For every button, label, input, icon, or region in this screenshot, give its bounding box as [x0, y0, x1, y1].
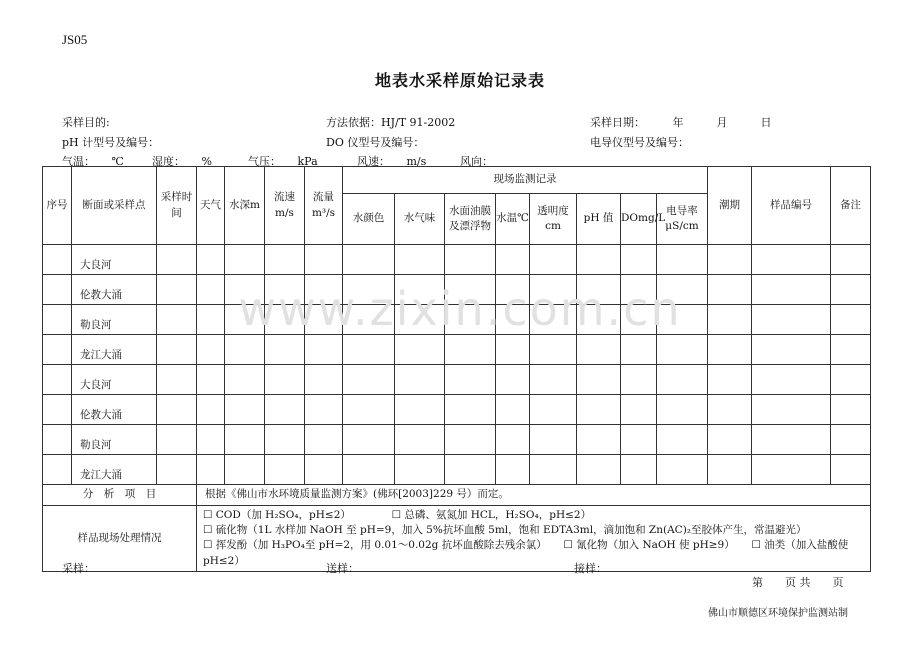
watermark: www.zixin.com.cn	[238, 282, 682, 336]
header-time: 采样时间	[157, 167, 197, 245]
header-transparency: 透明度cm	[530, 194, 577, 245]
table-cell[interactable]	[577, 365, 621, 395]
header-velocity: 流速m/s	[265, 167, 305, 245]
table-cell[interactable]	[305, 455, 343, 485]
site-name: 伦教大涌	[72, 275, 157, 305]
header-do: DOmg/L	[621, 194, 657, 245]
header-tide: 潮期	[708, 167, 752, 245]
table-cell[interactable]	[752, 335, 831, 365]
table-cell[interactable]	[496, 245, 530, 275]
table-cell[interactable]	[43, 395, 72, 425]
table-cell[interactable]	[831, 335, 871, 365]
table-cell[interactable]	[708, 365, 752, 395]
table-cell[interactable]	[496, 455, 530, 485]
site-name: 勒良河	[72, 305, 157, 335]
table-cell[interactable]	[343, 425, 395, 455]
checkbox-icon[interactable]: ☐	[563, 539, 573, 552]
method-basis: 方法依据：HJ/T 91-2002	[326, 116, 456, 129]
table-row	[43, 335, 871, 365]
treatment-line-2	[203, 523, 864, 538]
table-cell[interactable]	[530, 245, 577, 275]
table-cell[interactable]	[621, 365, 657, 395]
checkbox-icon[interactable]: ☐	[203, 539, 213, 552]
treatment-label: 样品现场处理情况	[43, 506, 197, 572]
table-cell[interactable]	[831, 365, 871, 395]
header-oil: 水面油膜及漂浮物	[445, 194, 496, 245]
table-cell[interactable]	[530, 335, 577, 365]
footer-org: 佛山市顺德区环境保护监测站制	[708, 608, 848, 619]
table-cell[interactable]	[445, 335, 496, 365]
treatment-cod: COD（加 H₂SO₄，pH≤2）	[215, 509, 351, 521]
signature-receiver: 接样：	[574, 562, 607, 575]
table-cell[interactable]	[197, 335, 225, 365]
checkbox-icon[interactable]: ☐	[391, 509, 402, 521]
table-cell[interactable]	[265, 425, 305, 455]
table-cell[interactable]	[225, 425, 265, 455]
air-pressure: 气压： kPa	[248, 155, 318, 168]
table-cell[interactable]	[445, 455, 496, 485]
table-cell[interactable]	[657, 425, 708, 455]
table-cell[interactable]	[157, 335, 197, 365]
document-code: JS05	[62, 32, 88, 47]
treatment-line-3	[203, 538, 864, 568]
page-number: 第 页 共 页	[752, 576, 844, 589]
table-cell[interactable]	[621, 455, 657, 485]
header-depth: 水深m	[225, 167, 265, 245]
table-cell[interactable]	[305, 425, 343, 455]
table-cell[interactable]	[197, 455, 225, 485]
header-section: 断面或采样点	[72, 167, 157, 245]
table-cell[interactable]	[43, 425, 72, 455]
table-cell[interactable]	[305, 335, 343, 365]
table-cell[interactable]	[305, 245, 343, 275]
table-cell[interactable]	[225, 395, 265, 425]
table-cell[interactable]	[708, 395, 752, 425]
table-cell[interactable]	[343, 335, 395, 365]
table-row	[43, 425, 871, 455]
table-cell[interactable]	[43, 365, 72, 395]
table-cell[interactable]	[577, 455, 621, 485]
table-cell[interactable]	[496, 335, 530, 365]
table-cell[interactable]	[752, 425, 831, 455]
treatment-sulfide: 硫化物（1L 水样加 NaOH 至 pH=9，加入 5%抗坏血酸 5ml，饱和 EDTA3ml，滴加饱和 Zn(AC)₂至胶体产生，常温避光）	[215, 524, 807, 537]
header-remarks: 备注	[831, 167, 871, 245]
table-cell[interactable]	[343, 365, 395, 395]
site-name: 伦教大涌	[72, 395, 157, 425]
table-cell[interactable]	[496, 395, 530, 425]
table-cell[interactable]	[657, 455, 708, 485]
header-conductivity: 电导率μS/cm	[657, 194, 708, 245]
checkbox-icon[interactable]: ☐	[203, 524, 213, 537]
table-cell[interactable]	[43, 455, 72, 485]
table-cell[interactable]	[621, 245, 657, 275]
table-cell[interactable]	[657, 245, 708, 275]
table-cell[interactable]	[343, 455, 395, 485]
table-cell[interactable]	[343, 245, 395, 275]
table-cell[interactable]	[343, 395, 395, 425]
wind-direction: 风向：	[460, 155, 493, 168]
table-cell[interactable]	[395, 425, 445, 455]
header-flow: 流量m³/s	[305, 167, 343, 245]
table-cell[interactable]	[225, 245, 265, 275]
header-smell: 水气味	[395, 194, 445, 245]
table-cell[interactable]	[157, 395, 197, 425]
table-cell[interactable]	[305, 395, 343, 425]
humidity: 湿度： %	[152, 155, 212, 168]
table-cell[interactable]	[530, 365, 577, 395]
checkbox-icon[interactable]: ☐	[751, 539, 761, 552]
page-title: 地表水采样原始记录表	[374, 71, 545, 90]
record-table	[42, 166, 871, 572]
table-cell[interactable]	[621, 395, 657, 425]
checkbox-icon[interactable]: ☐	[203, 509, 213, 521]
table-cell[interactable]	[265, 245, 305, 275]
table-cell[interactable]	[621, 425, 657, 455]
treatment-notes	[197, 506, 871, 572]
header-water-temp: 水温℃	[496, 194, 530, 245]
table-cell[interactable]	[577, 395, 621, 425]
wind-speed: 风速： m/s	[357, 155, 427, 168]
table-cell[interactable]	[530, 425, 577, 455]
site-name: 大良河	[72, 365, 157, 395]
treatment-cyanide: 氰化物（加入 NaOH 使 pH≥9）	[576, 539, 735, 552]
table-cell[interactable]	[197, 245, 225, 275]
table-cell[interactable]	[708, 425, 752, 455]
table-cell[interactable]	[577, 245, 621, 275]
site-name: 勒良河	[72, 425, 157, 455]
treatment-line-1	[203, 508, 864, 523]
table-cell[interactable]	[157, 425, 197, 455]
table-cell[interactable]	[530, 395, 577, 425]
table-cell[interactable]	[265, 395, 305, 425]
header-sample-no: 样品编号	[752, 167, 831, 245]
table-cell[interactable]	[708, 455, 752, 485]
sampling-purpose: 采样目的:	[62, 116, 110, 129]
table-cell[interactable]	[752, 395, 831, 425]
air-temperature: 气温： ℃	[62, 155, 124, 168]
header-ph: pH 值	[577, 194, 621, 245]
table-cell[interactable]	[395, 335, 445, 365]
table-cell[interactable]	[577, 335, 621, 365]
header-color: 水颜色	[343, 194, 395, 245]
table-cell[interactable]	[395, 455, 445, 485]
table-cell[interactable]	[445, 365, 496, 395]
treatment-phenol: 挥发酚（加 H₃PO₄至 pH=2，用 0.01～0.02g 抗坏血酸除去残余氯）	[215, 539, 547, 552]
table-cell[interactable]	[657, 365, 708, 395]
header-seq: 序号	[43, 167, 72, 245]
table-cell[interactable]	[577, 425, 621, 455]
table-cell[interactable]	[395, 365, 445, 395]
analysis-label: 分 析 项 目	[43, 485, 197, 506]
site-name: 龙江大涌	[72, 335, 157, 365]
table-cell[interactable]	[708, 245, 752, 275]
table-cell[interactable]	[197, 365, 225, 395]
analysis-text: 根据《佛山市水环境质量监测方案》(佛环[2003]229 号）而定。	[197, 485, 871, 506]
table-cell[interactable]	[752, 245, 831, 275]
table-cell[interactable]	[43, 245, 72, 275]
table-cell[interactable]	[530, 455, 577, 485]
table-cell[interactable]	[657, 395, 708, 425]
table-cell[interactable]	[496, 365, 530, 395]
table-cell[interactable]	[43, 335, 72, 365]
table-cell[interactable]	[657, 335, 708, 365]
table-cell[interactable]	[305, 365, 343, 395]
conductivity-meter-info: 电导仪型号及编号：	[590, 136, 689, 149]
sampling-date: 采样日期： 年 月 日	[590, 116, 772, 129]
table-cell[interactable]	[445, 425, 496, 455]
table-cell[interactable]	[265, 365, 305, 395]
header-weather: 天气	[197, 167, 225, 245]
site-name: 大良河	[72, 245, 157, 275]
table-cell[interactable]	[197, 425, 225, 455]
table-cell[interactable]	[831, 395, 871, 425]
table-cell[interactable]	[197, 395, 225, 425]
table-row	[43, 245, 871, 275]
table-cell[interactable]	[496, 425, 530, 455]
table-cell[interactable]	[225, 455, 265, 485]
table-cell[interactable]	[225, 335, 265, 365]
table-cell[interactable]	[225, 365, 265, 395]
table-row	[43, 455, 871, 485]
signature-sampler: 采样：	[62, 562, 95, 575]
table-cell[interactable]	[265, 455, 305, 485]
table-cell[interactable]	[831, 455, 871, 485]
ph-meter-info: pH 计型号及编号：	[62, 136, 160, 149]
signature-sender: 送样：	[326, 562, 359, 575]
table-cell[interactable]	[157, 365, 197, 395]
table-cell[interactable]	[265, 335, 305, 365]
table-cell[interactable]	[445, 245, 496, 275]
table-cell[interactable]	[395, 245, 445, 275]
table-cell[interactable]	[445, 395, 496, 425]
table-row	[43, 395, 871, 425]
do-meter-info: DO 仪型号及编号：	[326, 136, 425, 149]
table-cell[interactable]	[395, 395, 445, 425]
table-cell[interactable]	[831, 245, 871, 275]
treatment-oil: 油类（加入盐酸使 pH≤2）	[203, 539, 849, 567]
table-row	[43, 365, 871, 395]
header-field-monitoring: 现场监测记录	[343, 167, 708, 194]
treatment-phosphorus: 总磷、氨氮加 HCL，H₂SO₄，pH≤2）	[404, 509, 592, 521]
table-cell[interactable]	[752, 365, 831, 395]
table-cell[interactable]	[831, 425, 871, 455]
table-cell[interactable]	[157, 455, 197, 485]
table-cell[interactable]	[621, 335, 657, 365]
table-cell[interactable]	[708, 335, 752, 365]
site-name: 龙江大涌	[72, 455, 157, 485]
table-cell[interactable]	[157, 245, 197, 275]
table-cell[interactable]	[752, 455, 831, 485]
